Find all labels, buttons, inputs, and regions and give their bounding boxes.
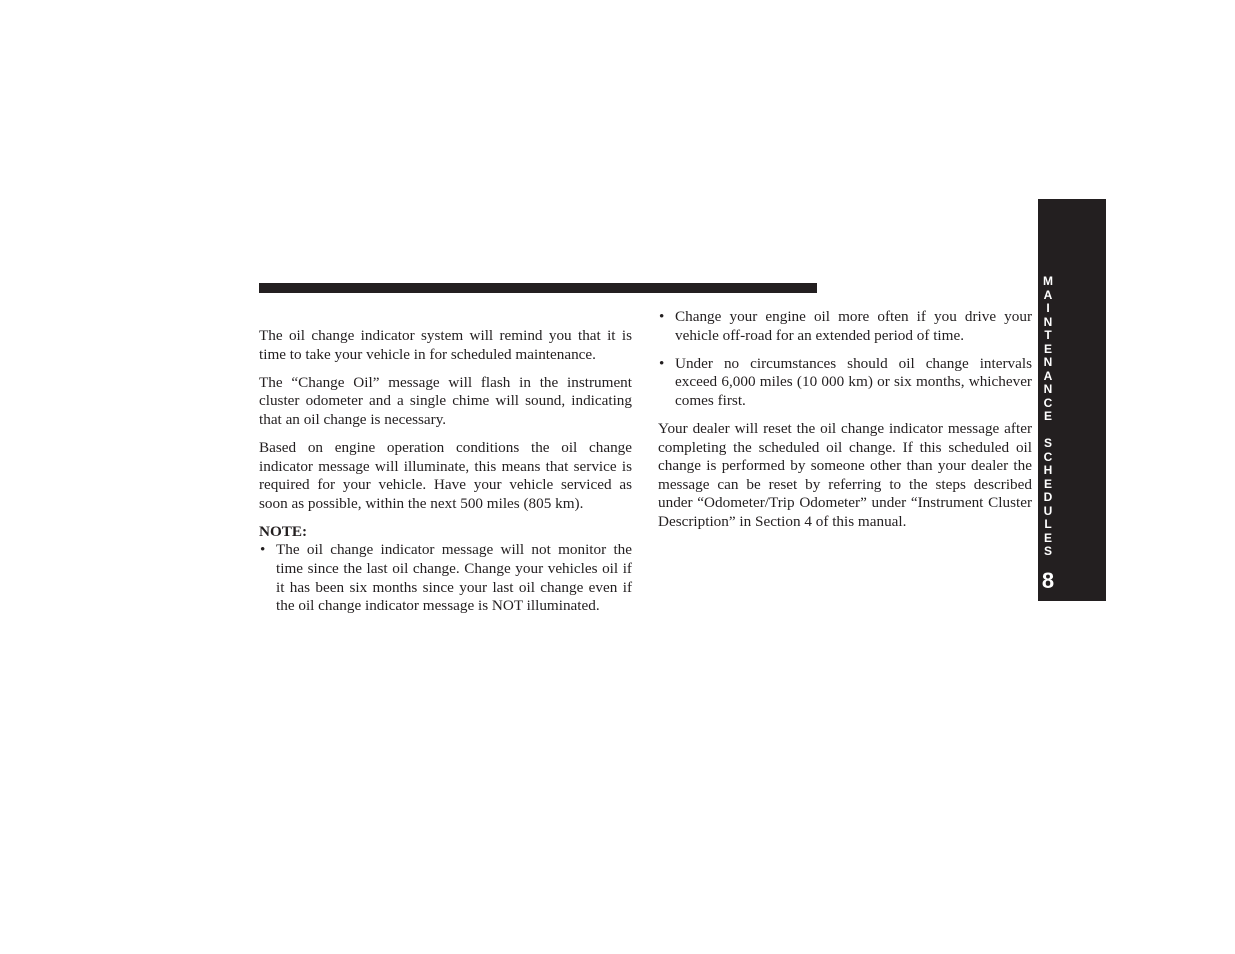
bullet-icon: •	[260, 541, 266, 559]
bullet-text: The oil change indicator message will not monitor the time since the last oil change. Change your vehicles oil if it has been six months since your last oil change even if the oil change indicator message is NOT illuminated.	[276, 541, 632, 615]
bullet-text: Under no circumstances should oil change intervals exceed 6,000 miles (10 000 km) or six months, whichever comes first.	[675, 354, 1032, 409]
change-oil-paragraph: The “Change Oil” message will flash in the instrument cluster odometer and a single chime will sound, indicating that an oil change is necessary.	[259, 373, 632, 428]
section-top-rule	[259, 283, 817, 293]
bullet-icon: •	[659, 308, 665, 325]
section-title-vertical: M A I N T E N A N C E S C H E D U L E S	[1043, 274, 1053, 558]
list-item	[658, 355, 1032, 411]
service-paragraph: Based on engine operation conditions the oil change indicator message will illuminate, this means that service is required for your vehicle. Have your vehicle serviced as soon as possible, within the next 500 miles (805 km).	[259, 438, 632, 512]
bullet-text: Change your engine oil more often if you drive your vehicle off-road for an extended period of time.	[675, 308, 1032, 344]
section-number: 8	[1041, 568, 1055, 593]
intro-paragraph: The oil change indicator system will remind you that it is time to take your vehicle in for scheduled maintenance.	[259, 327, 632, 363]
section-tab	[1038, 199, 1106, 601]
list-item	[259, 541, 632, 615]
right-column	[658, 308, 1032, 541]
left-column	[259, 327, 632, 625]
note-label: NOTE:	[259, 522, 308, 540]
dealer-reset-paragraph: Your dealer will reset the oil change indicator message after completing the scheduled oil change. If this scheduled oil change is performed by someone other than your dealer the message can be reset by referring to the steps described under “Odometer/Trip Odometer” under “Instrument Cluster Description” in Section 4 of this manual.	[658, 419, 1032, 530]
list-item	[658, 308, 1032, 345]
bullet-list	[658, 308, 1032, 410]
bullet-icon: •	[659, 354, 665, 372]
note-bullet-list	[259, 541, 632, 615]
